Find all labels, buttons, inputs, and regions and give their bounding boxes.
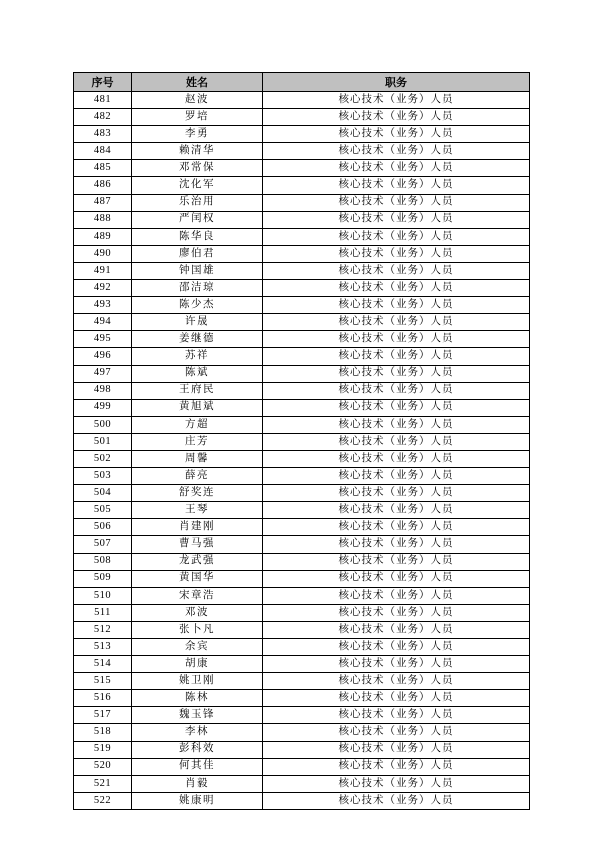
- cell-position: 核心技术（业务）人员: [263, 673, 530, 690]
- cell-position: 核心技术（业务）人员: [263, 280, 530, 297]
- personnel-table: [73, 72, 530, 810]
- cell-position: 核心技术（业务）人员: [263, 262, 530, 279]
- cell-person-name: 余宾: [132, 639, 263, 656]
- table-row: [74, 741, 530, 758]
- cell-person-name: 严闰权: [132, 211, 263, 228]
- cell-serial-number: 508: [74, 553, 132, 570]
- table-row: [74, 194, 530, 211]
- cell-position: 核心技术（业务）人员: [263, 707, 530, 724]
- table-row: [74, 416, 530, 433]
- table-row: [74, 450, 530, 467]
- cell-position: 核心技术（业务）人员: [263, 126, 530, 143]
- cell-person-name: 李林: [132, 724, 263, 741]
- cell-person-name: 黄旭斌: [132, 399, 263, 416]
- table-row: [74, 365, 530, 382]
- cell-position: 核心技术（业务）人员: [263, 553, 530, 570]
- header-row: [74, 73, 530, 92]
- cell-person-name: 庄芳: [132, 433, 263, 450]
- cell-person-name: 肖毅: [132, 775, 263, 792]
- header-cell-title: 职务: [263, 73, 530, 92]
- table-row: [74, 519, 530, 536]
- cell-position: 核心技术（业务）人员: [263, 245, 530, 262]
- cell-position: 核心技术（业务）人员: [263, 92, 530, 109]
- cell-serial-number: 501: [74, 433, 132, 450]
- cell-position: 核心技术（业务）人员: [263, 570, 530, 587]
- cell-person-name: 曹马强: [132, 536, 263, 553]
- cell-position: 核心技术（业务）人员: [263, 792, 530, 809]
- table-row: [74, 314, 530, 331]
- header-cell-name: 姓名: [132, 73, 263, 92]
- table-row: [74, 656, 530, 673]
- cell-position: 核心技术（业务）人员: [263, 724, 530, 741]
- cell-position: 核心技术（业务）人员: [263, 758, 530, 775]
- cell-person-name: 王府民: [132, 382, 263, 399]
- cell-position: 核心技术（业务）人员: [263, 519, 530, 536]
- cell-position: 核心技术（业务）人员: [263, 656, 530, 673]
- cell-position: 核心技术（业务）人员: [263, 382, 530, 399]
- cell-serial-number: 492: [74, 280, 132, 297]
- table-row: [74, 245, 530, 262]
- cell-serial-number: 486: [74, 177, 132, 194]
- table-row: [74, 433, 530, 450]
- cell-position: 核心技术（业务）人员: [263, 604, 530, 621]
- cell-person-name: 何其佳: [132, 758, 263, 775]
- cell-serial-number: 507: [74, 536, 132, 553]
- table-row: [74, 604, 530, 621]
- cell-serial-number: 510: [74, 587, 132, 604]
- cell-person-name: 薛亮: [132, 468, 263, 485]
- table-row: [74, 126, 530, 143]
- cell-person-name: 钟国雄: [132, 262, 263, 279]
- cell-position: 核心技术（业务）人员: [263, 485, 530, 502]
- cell-position: 核心技术（业务）人员: [263, 433, 530, 450]
- cell-serial-number: 512: [74, 621, 132, 638]
- table-row: [74, 690, 530, 707]
- cell-person-name: 邓波: [132, 604, 263, 621]
- cell-position: 核心技术（业务）人员: [263, 331, 530, 348]
- cell-serial-number: 500: [74, 416, 132, 433]
- cell-position: 核心技术（业务）人员: [263, 177, 530, 194]
- table-row: [74, 297, 530, 314]
- table-body: [74, 92, 530, 810]
- cell-serial-number: 511: [74, 604, 132, 621]
- table-row: [74, 792, 530, 809]
- cell-person-name: 邓常保: [132, 160, 263, 177]
- cell-serial-number: 503: [74, 468, 132, 485]
- cell-serial-number: 522: [74, 792, 132, 809]
- table-row: [74, 331, 530, 348]
- cell-serial-number: 484: [74, 143, 132, 160]
- table-row: [74, 485, 530, 502]
- cell-person-name: 魏玉锋: [132, 707, 263, 724]
- cell-position: 核心技术（业务）人员: [263, 468, 530, 485]
- cell-person-name: 王琴: [132, 502, 263, 519]
- cell-person-name: 肖建刚: [132, 519, 263, 536]
- table-row: [74, 536, 530, 553]
- cell-person-name: 赖清华: [132, 143, 263, 160]
- table-row: [74, 639, 530, 656]
- cell-person-name: 陈斌: [132, 365, 263, 382]
- cell-serial-number: 482: [74, 109, 132, 126]
- cell-serial-number: 516: [74, 690, 132, 707]
- table-row: [74, 280, 530, 297]
- cell-person-name: 龙武强: [132, 553, 263, 570]
- cell-person-name: 李勇: [132, 126, 263, 143]
- cell-position: 核心技术（业务）人员: [263, 639, 530, 656]
- cell-person-name: 黄国华: [132, 570, 263, 587]
- cell-person-name: 张卜凡: [132, 621, 263, 638]
- table-row: [74, 553, 530, 570]
- cell-position: 核心技术（业务）人员: [263, 621, 530, 638]
- cell-position: 核心技术（业务）人员: [263, 143, 530, 160]
- header-cell-no: 序号: [74, 73, 132, 92]
- cell-serial-number: 504: [74, 485, 132, 502]
- cell-serial-number: 521: [74, 775, 132, 792]
- cell-serial-number: 514: [74, 656, 132, 673]
- table-row: [74, 262, 530, 279]
- table-row: [74, 399, 530, 416]
- cell-serial-number: 515: [74, 673, 132, 690]
- cell-position: 核心技术（业务）人员: [263, 228, 530, 245]
- cell-position: 核心技术（业务）人员: [263, 536, 530, 553]
- cell-person-name: 邵洁琼: [132, 280, 263, 297]
- table-row: [74, 621, 530, 638]
- cell-person-name: 陈华良: [132, 228, 263, 245]
- table-row: [74, 177, 530, 194]
- cell-position: 核心技术（业务）人员: [263, 399, 530, 416]
- cell-position: 核心技术（业务）人员: [263, 690, 530, 707]
- cell-serial-number: 519: [74, 741, 132, 758]
- cell-person-name: 姚康明: [132, 792, 263, 809]
- cell-serial-number: 491: [74, 262, 132, 279]
- cell-serial-number: 505: [74, 502, 132, 519]
- table-row: [74, 348, 530, 365]
- cell-position: 核心技术（业务）人员: [263, 109, 530, 126]
- cell-serial-number: 495: [74, 331, 132, 348]
- cell-person-name: 廖伯君: [132, 245, 263, 262]
- cell-position: 核心技术（业务）人员: [263, 365, 530, 382]
- table-row: [74, 775, 530, 792]
- cell-person-name: 陈少杰: [132, 297, 263, 314]
- table-row: [74, 109, 530, 126]
- cell-position: 核心技术（业务）人员: [263, 587, 530, 604]
- table-row: [74, 758, 530, 775]
- cell-serial-number: 509: [74, 570, 132, 587]
- cell-position: 核心技术（业务）人员: [263, 741, 530, 758]
- table-row: [74, 382, 530, 399]
- cell-serial-number: 513: [74, 639, 132, 656]
- cell-serial-number: 493: [74, 297, 132, 314]
- cell-person-name: 舒奖连: [132, 485, 263, 502]
- cell-serial-number: 499: [74, 399, 132, 416]
- cell-serial-number: 496: [74, 348, 132, 365]
- cell-person-name: 姚卫刚: [132, 673, 263, 690]
- cell-position: 核心技术（业务）人员: [263, 775, 530, 792]
- cell-serial-number: 485: [74, 160, 132, 177]
- cell-position: 核心技术（业务）人员: [263, 194, 530, 211]
- cell-person-name: 沈化军: [132, 177, 263, 194]
- table-row: [74, 468, 530, 485]
- cell-position: 核心技术（业务）人员: [263, 160, 530, 177]
- cell-serial-number: 497: [74, 365, 132, 382]
- cell-serial-number: 481: [74, 92, 132, 109]
- cell-serial-number: 502: [74, 450, 132, 467]
- table-row: [74, 160, 530, 177]
- cell-person-name: 胡康: [132, 656, 263, 673]
- cell-person-name: 姜继德: [132, 331, 263, 348]
- cell-position: 核心技术（业务）人员: [263, 314, 530, 331]
- table-row: [74, 587, 530, 604]
- cell-person-name: 陈林: [132, 690, 263, 707]
- cell-person-name: 方超: [132, 416, 263, 433]
- cell-serial-number: 518: [74, 724, 132, 741]
- cell-serial-number: 520: [74, 758, 132, 775]
- cell-person-name: 宋章浩: [132, 587, 263, 604]
- cell-person-name: 赵波: [132, 92, 263, 109]
- table-row: [74, 570, 530, 587]
- table-row: [74, 724, 530, 741]
- cell-serial-number: 506: [74, 519, 132, 536]
- cell-position: 核心技术（业务）人员: [263, 502, 530, 519]
- cell-person-name: 周馨: [132, 450, 263, 467]
- table-row: [74, 707, 530, 724]
- cell-serial-number: 488: [74, 211, 132, 228]
- cell-serial-number: 498: [74, 382, 132, 399]
- table-row: [74, 502, 530, 519]
- cell-serial-number: 489: [74, 228, 132, 245]
- cell-position: 核心技术（业务）人员: [263, 416, 530, 433]
- cell-person-name: 许晟: [132, 314, 263, 331]
- cell-serial-number: 494: [74, 314, 132, 331]
- cell-serial-number: 483: [74, 126, 132, 143]
- cell-person-name: 彭科效: [132, 741, 263, 758]
- cell-person-name: 苏祥: [132, 348, 263, 365]
- table-row: [74, 143, 530, 160]
- cell-position: 核心技术（业务）人员: [263, 450, 530, 467]
- cell-serial-number: 490: [74, 245, 132, 262]
- table-row: [74, 673, 530, 690]
- cell-serial-number: 487: [74, 194, 132, 211]
- cell-person-name: 罗培: [132, 109, 263, 126]
- cell-position: 核心技术（业务）人员: [263, 297, 530, 314]
- table-header: [74, 73, 530, 92]
- table-row: [74, 211, 530, 228]
- cell-position: 核心技术（业务）人员: [263, 211, 530, 228]
- cell-position: 核心技术（业务）人员: [263, 348, 530, 365]
- table-row: [74, 92, 530, 109]
- cell-serial-number: 517: [74, 707, 132, 724]
- table-row: [74, 228, 530, 245]
- cell-person-name: 乐治用: [132, 194, 263, 211]
